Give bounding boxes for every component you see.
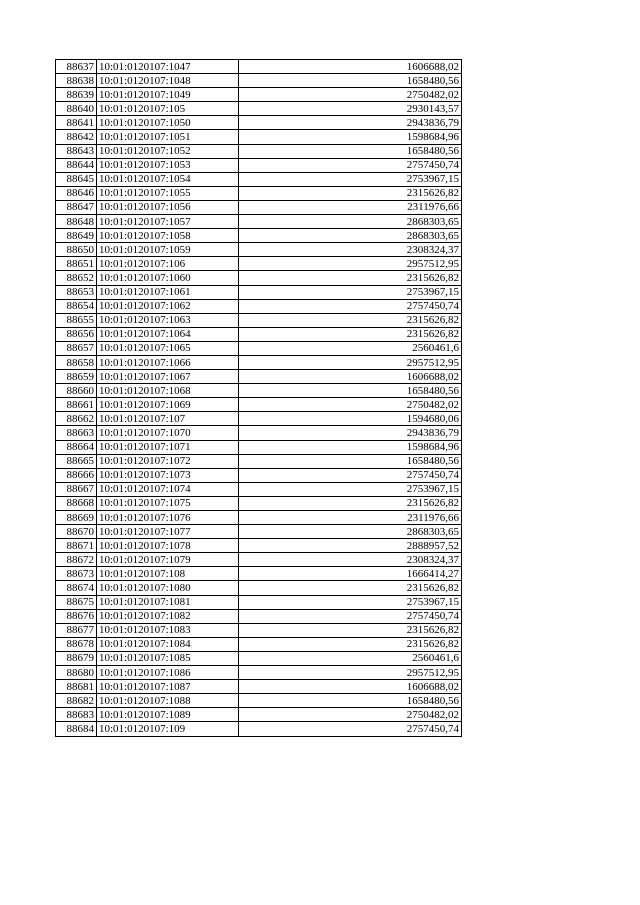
row-number-cell: 88678 [56, 637, 97, 651]
cadastral-number-cell: 10:01:0120107:1077 [97, 525, 239, 539]
row-number-cell: 88677 [56, 623, 97, 637]
table-row [56, 229, 462, 243]
value-cell: 2868303,65 [239, 525, 462, 539]
value-cell: 2311976,66 [239, 200, 462, 214]
table-row [56, 116, 462, 130]
value-cell: 2757450,74 [239, 468, 462, 482]
row-number-cell: 88659 [56, 370, 97, 384]
cadastral-number-cell: 10:01:0120107:1060 [97, 271, 239, 285]
cadastral-number-cell: 10:01:0120107:1080 [97, 581, 239, 595]
cadastral-number-cell: 10:01:0120107:1072 [97, 454, 239, 468]
table-row [56, 539, 462, 553]
value-cell: 2315626,82 [239, 313, 462, 327]
table-row [56, 384, 462, 398]
row-number-cell: 88638 [56, 74, 97, 88]
row-number-cell: 88637 [56, 60, 97, 74]
value-cell: 2315626,82 [239, 271, 462, 285]
row-number-cell: 88683 [56, 708, 97, 722]
cadastral-number-cell: 10:01:0120107:1057 [97, 215, 239, 229]
cadastral-number-cell: 10:01:0120107:1070 [97, 426, 239, 440]
value-cell: 2888957,52 [239, 539, 462, 553]
value-cell: 1606688,02 [239, 60, 462, 74]
cadastral-number-cell: 10:01:0120107:1052 [97, 144, 239, 158]
row-number-cell: 88662 [56, 412, 97, 426]
table-row [56, 440, 462, 454]
cadastral-number-cell: 10:01:0120107:1068 [97, 384, 239, 398]
cadastral-number-cell: 10:01:0120107:1063 [97, 313, 239, 327]
table-row [56, 313, 462, 327]
row-number-cell: 88655 [56, 313, 97, 327]
table-row [56, 158, 462, 172]
table-row [56, 454, 462, 468]
value-cell: 2753967,15 [239, 595, 462, 609]
cadastral-number-cell: 10:01:0120107:1078 [97, 539, 239, 553]
row-number-cell: 88644 [56, 158, 97, 172]
table-row [56, 511, 462, 525]
cadastral-number-cell: 10:01:0120107:1061 [97, 285, 239, 299]
table-row [56, 666, 462, 680]
cadastral-number-cell: 10:01:0120107:1069 [97, 398, 239, 412]
cadastral-number-cell: 10:01:0120107:1073 [97, 468, 239, 482]
value-cell: 2750482,02 [239, 708, 462, 722]
row-number-cell: 88668 [56, 496, 97, 510]
value-cell: 1598684,96 [239, 130, 462, 144]
cadastral-number-cell: 10:01:0120107:106 [97, 257, 239, 271]
row-number-cell: 88673 [56, 567, 97, 581]
value-cell: 1658480,56 [239, 694, 462, 708]
value-cell: 2750482,02 [239, 88, 462, 102]
value-cell: 2957512,95 [239, 666, 462, 680]
row-number-cell: 88640 [56, 102, 97, 116]
table-row [56, 74, 462, 88]
cadastral-number-cell: 10:01:0120107:1048 [97, 74, 239, 88]
row-number-cell: 88648 [56, 215, 97, 229]
table-row [56, 609, 462, 623]
cadastral-number-cell: 10:01:0120107:1088 [97, 694, 239, 708]
cadastral-number-cell: 10:01:0120107:1083 [97, 623, 239, 637]
row-number-cell: 88657 [56, 341, 97, 355]
cadastral-number-cell: 10:01:0120107:1075 [97, 496, 239, 510]
cadastral-number-cell: 10:01:0120107:1087 [97, 680, 239, 694]
table-row [56, 172, 462, 186]
table-row [56, 341, 462, 355]
value-cell: 2943836,79 [239, 116, 462, 130]
table-row [56, 370, 462, 384]
table-body [56, 60, 462, 737]
cadastral-number-cell: 10:01:0120107:1067 [97, 370, 239, 384]
table-row [56, 60, 462, 74]
table-row [56, 468, 462, 482]
value-cell: 1658480,56 [239, 384, 462, 398]
table-row [56, 482, 462, 496]
table-row [56, 88, 462, 102]
value-cell: 2757450,74 [239, 722, 462, 736]
table-row [56, 285, 462, 299]
cadastral-number-cell: 10:01:0120107:1059 [97, 243, 239, 257]
row-number-cell: 88675 [56, 595, 97, 609]
row-number-cell: 88650 [56, 243, 97, 257]
row-number-cell: 88639 [56, 88, 97, 102]
cadastral-number-cell: 10:01:0120107:1086 [97, 666, 239, 680]
table-row [56, 680, 462, 694]
table-row [56, 426, 462, 440]
row-number-cell: 88649 [56, 229, 97, 243]
table-row [56, 412, 462, 426]
row-number-cell: 88681 [56, 680, 97, 694]
table-row [56, 130, 462, 144]
value-cell: 1658480,56 [239, 144, 462, 158]
row-number-cell: 88647 [56, 200, 97, 214]
row-number-cell: 88645 [56, 172, 97, 186]
cadastral-number-cell: 10:01:0120107:1050 [97, 116, 239, 130]
cadastral-number-cell: 10:01:0120107:1054 [97, 172, 239, 186]
value-cell: 1666414,27 [239, 567, 462, 581]
value-cell: 2957512,95 [239, 257, 462, 271]
cadastral-number-cell: 10:01:0120107:1089 [97, 708, 239, 722]
value-cell: 2315626,82 [239, 623, 462, 637]
row-number-cell: 88676 [56, 609, 97, 623]
cadastral-number-cell: 10:01:0120107:1066 [97, 355, 239, 369]
row-number-cell: 88666 [56, 468, 97, 482]
row-number-cell: 88672 [56, 553, 97, 567]
row-number-cell: 88664 [56, 440, 97, 454]
value-cell: 2868303,65 [239, 215, 462, 229]
cadastral-number-cell: 10:01:0120107:1056 [97, 200, 239, 214]
row-number-cell: 88643 [56, 144, 97, 158]
cadastral-number-cell: 10:01:0120107:1064 [97, 327, 239, 341]
value-cell: 2757450,74 [239, 609, 462, 623]
row-number-cell: 88642 [56, 130, 97, 144]
table-row [56, 144, 462, 158]
cadastral-number-cell: 10:01:0120107:109 [97, 722, 239, 736]
row-number-cell: 88660 [56, 384, 97, 398]
row-number-cell: 88654 [56, 299, 97, 313]
value-cell: 1606688,02 [239, 680, 462, 694]
value-cell: 1658480,56 [239, 454, 462, 468]
cadastral-number-cell: 10:01:0120107:1053 [97, 158, 239, 172]
row-number-cell: 88652 [56, 271, 97, 285]
value-cell: 2957512,95 [239, 355, 462, 369]
value-cell: 2868303,65 [239, 229, 462, 243]
row-number-cell: 88658 [56, 355, 97, 369]
cadastral-number-cell: 10:01:0120107:1065 [97, 341, 239, 355]
table-row [56, 496, 462, 510]
row-number-cell: 88646 [56, 186, 97, 200]
row-number-cell: 88679 [56, 651, 97, 665]
table-row [56, 623, 462, 637]
value-cell: 2315626,82 [239, 637, 462, 651]
value-cell: 2315626,82 [239, 496, 462, 510]
row-number-cell: 88669 [56, 511, 97, 525]
value-cell: 2308324,37 [239, 243, 462, 257]
value-cell: 2753967,15 [239, 285, 462, 299]
table-row [56, 595, 462, 609]
cadastral-number-cell: 10:01:0120107:1079 [97, 553, 239, 567]
table-row [56, 708, 462, 722]
table-row [56, 637, 462, 651]
value-cell: 1598684,96 [239, 440, 462, 454]
table-row [56, 257, 462, 271]
value-cell: 1658480,56 [239, 74, 462, 88]
cadastral-number-cell: 10:01:0120107:1051 [97, 130, 239, 144]
table-row [56, 271, 462, 285]
value-cell: 2757450,74 [239, 158, 462, 172]
value-cell: 1606688,02 [239, 370, 462, 384]
row-number-cell: 88667 [56, 482, 97, 496]
table-row [56, 651, 462, 665]
value-cell: 2750482,02 [239, 398, 462, 412]
cadastral-number-cell: 10:01:0120107:108 [97, 567, 239, 581]
value-cell: 2753967,15 [239, 482, 462, 496]
table-row [56, 581, 462, 595]
value-cell: 1594680,06 [239, 412, 462, 426]
row-number-cell: 88661 [56, 398, 97, 412]
table-row [56, 525, 462, 539]
value-cell: 2315626,82 [239, 581, 462, 595]
value-cell: 2560461,6 [239, 341, 462, 355]
table-row [56, 567, 462, 581]
table-row [56, 186, 462, 200]
row-number-cell: 88674 [56, 581, 97, 595]
cadastral-number-cell: 10:01:0120107:1076 [97, 511, 239, 525]
row-number-cell: 88671 [56, 539, 97, 553]
cadastral-number-cell: 10:01:0120107:1055 [97, 186, 239, 200]
row-number-cell: 88665 [56, 454, 97, 468]
row-number-cell: 88641 [56, 116, 97, 130]
value-cell: 2315626,82 [239, 186, 462, 200]
value-cell: 2308324,37 [239, 553, 462, 567]
cadastral-number-cell: 10:01:0120107:1047 [97, 60, 239, 74]
cadastral-number-cell: 10:01:0120107:1085 [97, 651, 239, 665]
cadastral-number-cell: 10:01:0120107:1074 [97, 482, 239, 496]
cadastral-number-cell: 10:01:0120107:1049 [97, 88, 239, 102]
cadastral-number-cell: 10:01:0120107:1058 [97, 229, 239, 243]
table-row [56, 215, 462, 229]
cadastral-number-cell: 10:01:0120107:105 [97, 102, 239, 116]
cadastral-number-cell: 10:01:0120107:1084 [97, 637, 239, 651]
row-number-cell: 88680 [56, 666, 97, 680]
row-number-cell: 88656 [56, 327, 97, 341]
table-row [56, 355, 462, 369]
value-cell: 2311976,66 [239, 511, 462, 525]
row-number-cell: 88682 [56, 694, 97, 708]
row-number-cell: 88651 [56, 257, 97, 271]
cadastral-number-cell: 10:01:0120107:1081 [97, 595, 239, 609]
value-cell: 2757450,74 [239, 299, 462, 313]
cadastral-number-cell: 10:01:0120107:1062 [97, 299, 239, 313]
table-row [56, 694, 462, 708]
cadastral-number-cell: 10:01:0120107:1082 [97, 609, 239, 623]
value-cell: 2560461,6 [239, 651, 462, 665]
value-cell: 2930143,57 [239, 102, 462, 116]
table-row [56, 553, 462, 567]
table-row [56, 200, 462, 214]
row-number-cell: 88663 [56, 426, 97, 440]
table-row [56, 243, 462, 257]
value-cell: 2943836,79 [239, 426, 462, 440]
table-row [56, 299, 462, 313]
row-number-cell: 88684 [56, 722, 97, 736]
value-cell: 2315626,82 [239, 327, 462, 341]
table-row [56, 398, 462, 412]
row-number-cell: 88653 [56, 285, 97, 299]
cadastral-number-cell: 10:01:0120107:1071 [97, 440, 239, 454]
row-number-cell: 88670 [56, 525, 97, 539]
data-table [55, 59, 462, 737]
table-row [56, 722, 462, 736]
cadastral-number-cell: 10:01:0120107:107 [97, 412, 239, 426]
value-cell: 2753967,15 [239, 172, 462, 186]
table-row [56, 327, 462, 341]
table-row [56, 102, 462, 116]
